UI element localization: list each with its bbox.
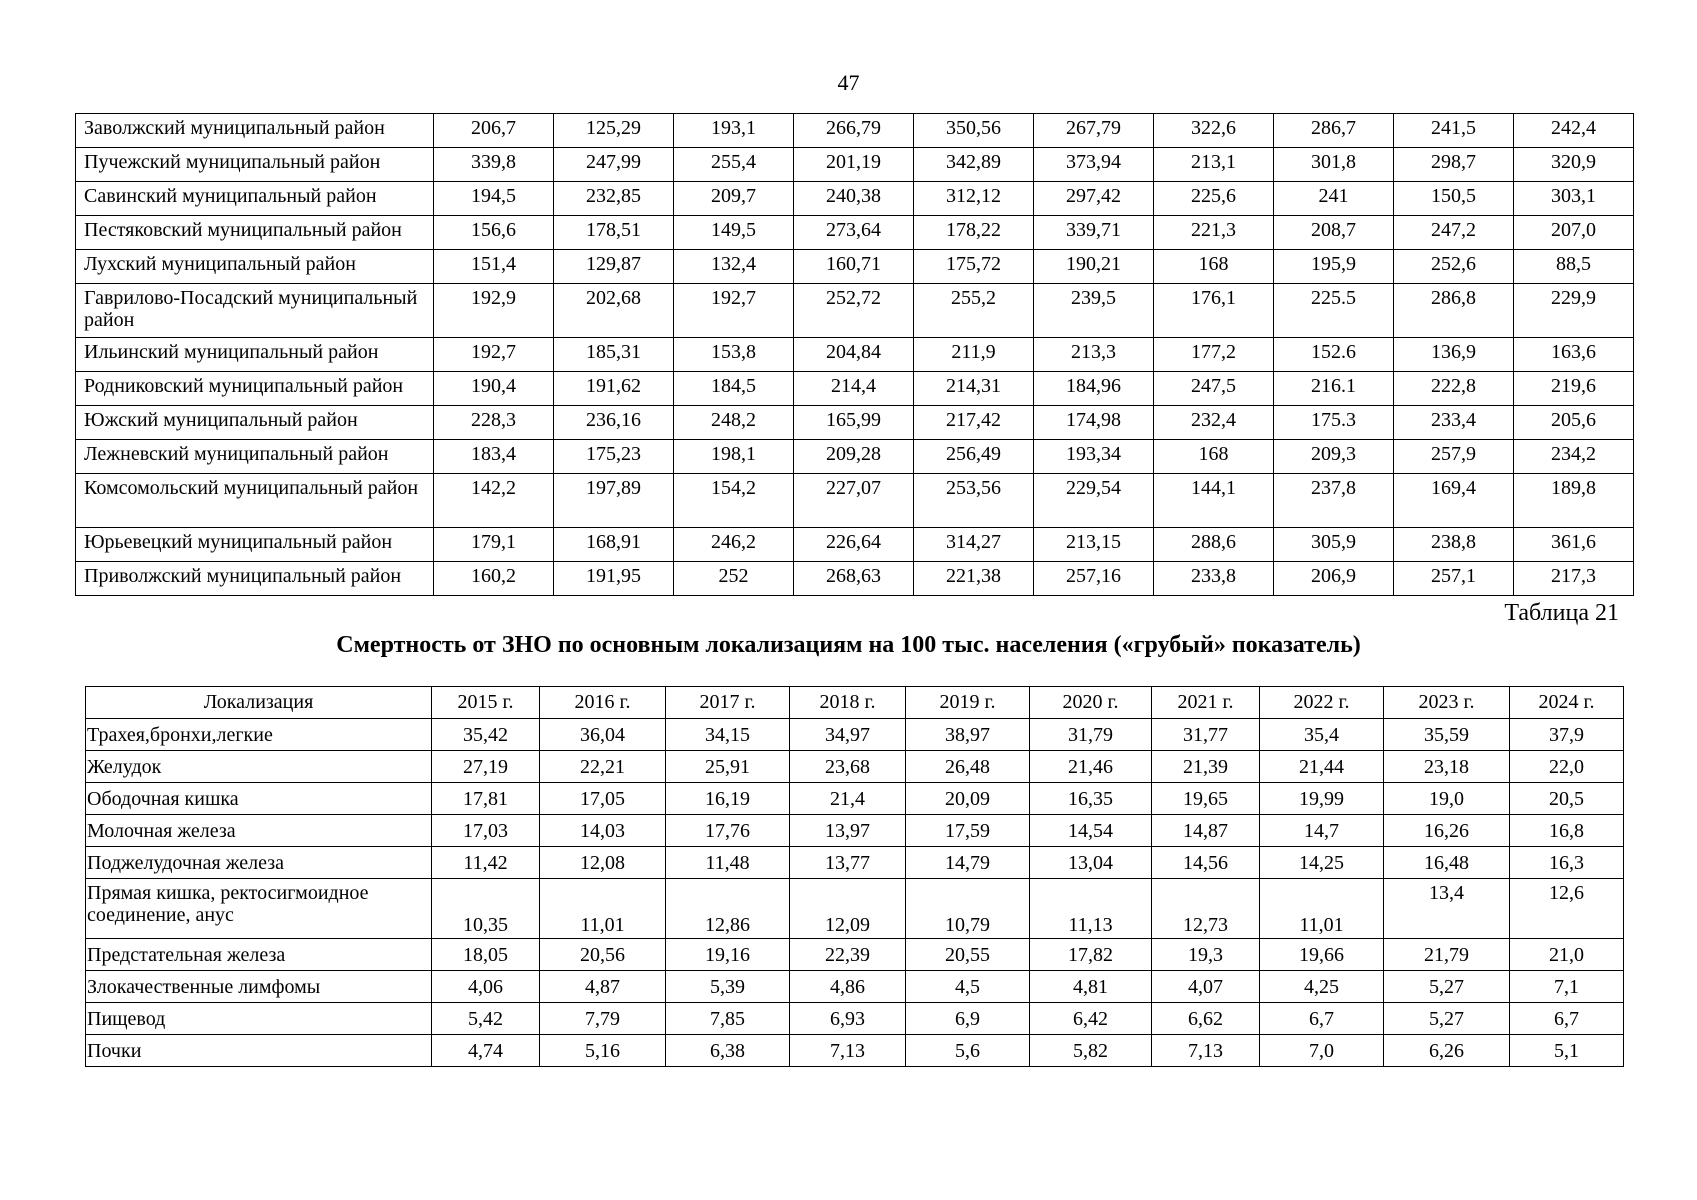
page-number: 47 <box>837 70 860 95</box>
value-cell: 5,1 <box>1510 1035 1624 1067</box>
value-cell: 229,9 <box>1514 284 1634 338</box>
table-row <box>76 338 1634 372</box>
value-cell: 150,5 <box>1394 182 1514 216</box>
value-cell: 31,77 <box>1152 719 1260 751</box>
value-cell: 239,5 <box>1034 284 1154 338</box>
value-cell: 241 <box>1274 182 1394 216</box>
district-name: Юрьевецкий муниципальный район <box>76 528 434 562</box>
value-cell: 221,3 <box>1154 216 1274 250</box>
value-cell: 21,79 <box>1384 939 1510 971</box>
value-cell: 225,6 <box>1154 182 1274 216</box>
value-cell: 222,8 <box>1394 372 1514 406</box>
localization-name: Пищевод <box>86 1003 432 1035</box>
table-row <box>76 216 1634 250</box>
value-cell: 247,99 <box>554 148 674 182</box>
value-cell: 189,8 <box>1514 474 1634 528</box>
value-cell: 7,13 <box>1152 1035 1260 1067</box>
value-cell: 177,2 <box>1154 338 1274 372</box>
value-cell: 156,6 <box>434 216 554 250</box>
value-cell: 193,34 <box>1034 440 1154 474</box>
value-cell: 23,18 <box>1384 751 1510 783</box>
value-cell: 6,7 <box>1260 1003 1384 1035</box>
table-row <box>86 971 1624 1003</box>
district-table <box>75 113 1634 596</box>
table-row <box>86 1003 1624 1035</box>
localization-name: Трахея,бронхи,легкие <box>86 719 432 751</box>
table-row <box>86 847 1624 879</box>
value-cell: 257,1 <box>1394 562 1514 596</box>
value-cell: 13,4 <box>1384 879 1510 939</box>
value-cell: 7,0 <box>1260 1035 1384 1067</box>
column-header: 2020 г. <box>1030 687 1152 719</box>
value-cell: 288,6 <box>1154 528 1274 562</box>
value-cell: 14,54 <box>1030 815 1152 847</box>
value-cell: 178,22 <box>914 216 1034 250</box>
value-cell: 17,05 <box>540 783 666 815</box>
value-cell: 191,62 <box>554 372 674 406</box>
localization-name: Поджелудочная железа <box>86 847 432 879</box>
value-cell: 286,7 <box>1274 114 1394 148</box>
value-cell: 4,25 <box>1260 971 1384 1003</box>
value-cell: 21,4 <box>790 783 906 815</box>
value-cell: 297,42 <box>1034 182 1154 216</box>
value-cell: 221,38 <box>914 562 1034 596</box>
value-cell: 4,81 <box>1030 971 1152 1003</box>
value-cell: 175,23 <box>554 440 674 474</box>
value-cell: 4,86 <box>790 971 906 1003</box>
value-cell: 207,0 <box>1514 216 1634 250</box>
value-cell: 17,76 <box>666 815 790 847</box>
value-cell: 240,38 <box>794 182 914 216</box>
value-cell: 168,91 <box>554 528 674 562</box>
value-cell: 12,86 <box>666 879 790 939</box>
value-cell: 21,0 <box>1510 939 1624 971</box>
value-cell: 236,16 <box>554 406 674 440</box>
value-cell: 11,01 <box>1260 879 1384 939</box>
value-cell: 6,38 <box>666 1035 790 1067</box>
value-cell: 247,2 <box>1394 216 1514 250</box>
table-row <box>76 474 1634 528</box>
value-cell: 26,48 <box>906 751 1030 783</box>
value-cell: 233,8 <box>1154 562 1274 596</box>
value-cell: 255,4 <box>674 148 794 182</box>
value-cell: 373,94 <box>1034 148 1154 182</box>
value-cell: 19,3 <box>1152 939 1260 971</box>
table-caption: Таблица 21 <box>1504 600 1619 626</box>
value-cell: 154,2 <box>674 474 794 528</box>
value-cell: 257,16 <box>1034 562 1154 596</box>
value-cell: 233,4 <box>1394 406 1514 440</box>
value-cell: 12,73 <box>1152 879 1260 939</box>
value-cell: 7,85 <box>666 1003 790 1035</box>
value-cell: 163,6 <box>1514 338 1634 372</box>
value-cell: 129,87 <box>554 250 674 284</box>
table-row <box>76 148 1634 182</box>
table-row <box>76 250 1634 284</box>
value-cell: 5,27 <box>1384 1003 1510 1035</box>
value-cell: 16,8 <box>1510 815 1624 847</box>
column-header: 2022 г. <box>1260 687 1384 719</box>
value-cell: 206,7 <box>434 114 554 148</box>
value-cell: 195,9 <box>1274 250 1394 284</box>
value-cell: 6,42 <box>1030 1003 1152 1035</box>
value-cell: 88,5 <box>1514 250 1634 284</box>
value-cell: 211,9 <box>914 338 1034 372</box>
value-cell: 305,9 <box>1274 528 1394 562</box>
table-row <box>76 562 1634 596</box>
value-cell: 183,4 <box>434 440 554 474</box>
value-cell: 178,51 <box>554 216 674 250</box>
column-header: 2023 г. <box>1384 687 1510 719</box>
district-name: Приволжский муниципальный район <box>76 562 434 596</box>
value-cell: 301,8 <box>1274 148 1394 182</box>
value-cell: 5,39 <box>666 971 790 1003</box>
value-cell: 6,62 <box>1152 1003 1260 1035</box>
column-header: 2015 г. <box>432 687 540 719</box>
value-cell: 192,9 <box>434 284 554 338</box>
column-header: 2021 г. <box>1152 687 1260 719</box>
value-cell: 179,1 <box>434 528 554 562</box>
value-cell: 6,93 <box>790 1003 906 1035</box>
district-name: Заволжский муниципальный район <box>76 114 434 148</box>
district-name: Лухский муниципальный район <box>76 250 434 284</box>
value-cell: 255,2 <box>914 284 1034 338</box>
value-cell: 228,3 <box>434 406 554 440</box>
value-cell: 246,2 <box>674 528 794 562</box>
value-cell: 213,1 <box>1154 148 1274 182</box>
column-header: 2018 г. <box>790 687 906 719</box>
value-cell: 160,2 <box>434 562 554 596</box>
value-cell: 241,5 <box>1394 114 1514 148</box>
value-cell: 225.5 <box>1274 284 1394 338</box>
value-cell: 339,8 <box>434 148 554 182</box>
value-cell: 4,87 <box>540 971 666 1003</box>
value-cell: 37,9 <box>1510 719 1624 751</box>
value-cell: 17,03 <box>432 815 540 847</box>
value-cell: 132,4 <box>674 250 794 284</box>
value-cell: 206,9 <box>1274 562 1394 596</box>
value-cell: 14,03 <box>540 815 666 847</box>
table-row <box>86 879 1624 939</box>
district-name: Южский муниципальный район <box>76 406 434 440</box>
value-cell: 125,29 <box>554 114 674 148</box>
value-cell: 242,4 <box>1514 114 1634 148</box>
localization-name: Ободочная кишка <box>86 783 432 815</box>
column-header: 2017 г. <box>666 687 790 719</box>
value-cell: 191,95 <box>554 562 674 596</box>
table-row <box>76 284 1634 338</box>
value-cell: 10,35 <box>432 879 540 939</box>
value-cell: 209,3 <box>1274 440 1394 474</box>
value-cell: 149,5 <box>674 216 794 250</box>
value-cell: 19,99 <box>1260 783 1384 815</box>
value-cell: 34,15 <box>666 719 790 751</box>
localization-name: Почки <box>86 1035 432 1067</box>
value-cell: 213,3 <box>1034 338 1154 372</box>
value-cell: 238,8 <box>1394 528 1514 562</box>
district-name: Родниковский муниципальный район <box>76 372 434 406</box>
value-cell: 16,35 <box>1030 783 1152 815</box>
value-cell: 14,25 <box>1260 847 1384 879</box>
value-cell: 198,1 <box>674 440 794 474</box>
value-cell: 339,71 <box>1034 216 1154 250</box>
table-row <box>76 114 1634 148</box>
value-cell: 298,7 <box>1394 148 1514 182</box>
value-cell: 253,56 <box>914 474 1034 528</box>
localization-name: Прямая кишка, ректосигмоидное соединение, анус <box>86 879 432 939</box>
value-cell: 193,1 <box>674 114 794 148</box>
table-title: Смертность от ЗНО по основным локализациям на 100 тыс. населения («грубый» показатель) <box>336 632 1361 658</box>
value-cell: 204,84 <box>794 338 914 372</box>
value-cell: 11,48 <box>666 847 790 879</box>
value-cell: 12,09 <box>790 879 906 939</box>
column-header: 2016 г. <box>540 687 666 719</box>
value-cell: 350,56 <box>914 114 1034 148</box>
value-cell: 11,01 <box>540 879 666 939</box>
value-cell: 234,2 <box>1514 440 1634 474</box>
table-row <box>76 528 1634 562</box>
table-row <box>86 719 1624 751</box>
table-row <box>86 1035 1624 1067</box>
value-cell: 27,19 <box>432 751 540 783</box>
value-cell: 185,31 <box>554 338 674 372</box>
value-cell: 21,46 <box>1030 751 1152 783</box>
table-row <box>86 783 1624 815</box>
value-cell: 22,21 <box>540 751 666 783</box>
value-cell: 136,9 <box>1394 338 1514 372</box>
value-cell: 5,6 <box>906 1035 1030 1067</box>
value-cell: 151,4 <box>434 250 554 284</box>
localization-name: Желудок <box>86 751 432 783</box>
table-row <box>76 182 1634 216</box>
value-cell: 7,79 <box>540 1003 666 1035</box>
table-row <box>86 751 1624 783</box>
value-cell: 168 <box>1154 440 1274 474</box>
table-row <box>76 406 1634 440</box>
value-cell: 314,27 <box>914 528 1034 562</box>
value-cell: 13,77 <box>790 847 906 879</box>
value-cell: 17,59 <box>906 815 1030 847</box>
value-cell: 252 <box>674 562 794 596</box>
value-cell: 22,0 <box>1510 751 1624 783</box>
value-cell: 16,26 <box>1384 815 1510 847</box>
value-cell: 214,4 <box>794 372 914 406</box>
value-cell: 232,4 <box>1154 406 1274 440</box>
value-cell: 36,04 <box>540 719 666 751</box>
value-cell: 12,08 <box>540 847 666 879</box>
value-cell: 197,89 <box>554 474 674 528</box>
value-cell: 266,79 <box>794 114 914 148</box>
value-cell: 17,82 <box>1030 939 1152 971</box>
value-cell: 320,9 <box>1514 148 1634 182</box>
value-cell: 21,39 <box>1152 751 1260 783</box>
value-cell: 20,09 <box>906 783 1030 815</box>
value-cell: 16,19 <box>666 783 790 815</box>
value-cell: 361,6 <box>1514 528 1634 562</box>
value-cell: 7,13 <box>790 1035 906 1067</box>
value-cell: 252,72 <box>794 284 914 338</box>
column-header: 2019 г. <box>906 687 1030 719</box>
value-cell: 5,82 <box>1030 1035 1152 1067</box>
value-cell: 13,04 <box>1030 847 1152 879</box>
value-cell: 11,13 <box>1030 879 1152 939</box>
value-cell: 16,48 <box>1384 847 1510 879</box>
value-cell: 174,98 <box>1034 406 1154 440</box>
value-cell: 12,6 <box>1510 879 1624 939</box>
value-cell: 169,4 <box>1394 474 1514 528</box>
value-cell: 19,0 <box>1384 783 1510 815</box>
value-cell: 176,1 <box>1154 284 1274 338</box>
value-cell: 273,64 <box>794 216 914 250</box>
district-name: Ильинский муниципальный район <box>76 338 434 372</box>
value-cell: 6,7 <box>1510 1003 1624 1035</box>
value-cell: 5,27 <box>1384 971 1510 1003</box>
value-cell: 14,56 <box>1152 847 1260 879</box>
value-cell: 152.6 <box>1274 338 1394 372</box>
value-cell: 202,68 <box>554 284 674 338</box>
value-cell: 209,7 <box>674 182 794 216</box>
district-name: Пестяковский муниципальный район <box>76 216 434 250</box>
table-row <box>76 372 1634 406</box>
value-cell: 252,6 <box>1394 250 1514 284</box>
value-cell: 227,07 <box>794 474 914 528</box>
value-cell: 153,8 <box>674 338 794 372</box>
value-cell: 226,64 <box>794 528 914 562</box>
value-cell: 4,5 <box>906 971 1030 1003</box>
district-name: Пучежский муниципальный район <box>76 148 434 182</box>
value-cell: 342,89 <box>914 148 1034 182</box>
value-cell: 192,7 <box>674 284 794 338</box>
district-name: Савинский муниципальный район <box>76 182 434 216</box>
value-cell: 20,5 <box>1510 783 1624 815</box>
value-cell: 20,55 <box>906 939 1030 971</box>
value-cell: 31,79 <box>1030 719 1152 751</box>
value-cell: 232,85 <box>554 182 674 216</box>
value-cell: 17,81 <box>432 783 540 815</box>
value-cell: 175.3 <box>1274 406 1394 440</box>
value-cell: 4,07 <box>1152 971 1260 1003</box>
value-cell: 205,6 <box>1514 406 1634 440</box>
value-cell: 35,4 <box>1260 719 1384 751</box>
value-cell: 14,87 <box>1152 815 1260 847</box>
value-cell: 144,1 <box>1154 474 1274 528</box>
value-cell: 303,1 <box>1514 182 1634 216</box>
table-row <box>76 440 1634 474</box>
column-header: 2024 г. <box>1510 687 1624 719</box>
value-cell: 19,65 <box>1152 783 1260 815</box>
value-cell: 6,9 <box>906 1003 1030 1035</box>
value-cell: 5,42 <box>432 1003 540 1035</box>
value-cell: 216.1 <box>1274 372 1394 406</box>
value-cell: 20,56 <box>540 939 666 971</box>
value-cell: 256,49 <box>914 440 1034 474</box>
localization-name: Молочная железа <box>86 815 432 847</box>
district-name: Гаврилово-Посадский муниципальный район <box>76 284 434 338</box>
value-cell: 34,97 <box>790 719 906 751</box>
value-cell: 7,1 <box>1510 971 1624 1003</box>
value-cell: 208,7 <box>1274 216 1394 250</box>
value-cell: 214,31 <box>914 372 1034 406</box>
value-cell: 38,97 <box>906 719 1030 751</box>
value-cell: 209,28 <box>794 440 914 474</box>
value-cell: 22,39 <box>790 939 906 971</box>
value-cell: 267,79 <box>1034 114 1154 148</box>
value-cell: 322,6 <box>1154 114 1274 148</box>
value-cell: 142,2 <box>434 474 554 528</box>
value-cell: 192,7 <box>434 338 554 372</box>
district-name: Лежневский муниципальный район <box>76 440 434 474</box>
value-cell: 217,3 <box>1514 562 1634 596</box>
value-cell: 312,12 <box>914 182 1034 216</box>
value-cell: 18,05 <box>432 939 540 971</box>
localization-name: Злокачественные лимфомы <box>86 971 432 1003</box>
column-header: Локализация <box>86 687 432 719</box>
value-cell: 4,74 <box>432 1035 540 1067</box>
value-cell: 19,66 <box>1260 939 1384 971</box>
value-cell: 10,79 <box>906 879 1030 939</box>
value-cell: 257,9 <box>1394 440 1514 474</box>
table-row <box>86 939 1624 971</box>
value-cell: 25,91 <box>666 751 790 783</box>
mortality-table <box>85 686 1624 1067</box>
value-cell: 23,68 <box>790 751 906 783</box>
value-cell: 201,19 <box>794 148 914 182</box>
value-cell: 5,16 <box>540 1035 666 1067</box>
district-name: Комсомольский муниципальный район <box>76 474 434 528</box>
value-cell: 35,42 <box>432 719 540 751</box>
value-cell: 165,99 <box>794 406 914 440</box>
value-cell: 213,15 <box>1034 528 1154 562</box>
value-cell: 229,54 <box>1034 474 1154 528</box>
value-cell: 35,59 <box>1384 719 1510 751</box>
value-cell: 286,8 <box>1394 284 1514 338</box>
value-cell: 190,4 <box>434 372 554 406</box>
value-cell: 6,26 <box>1384 1035 1510 1067</box>
value-cell: 19,16 <box>666 939 790 971</box>
value-cell: 268,63 <box>794 562 914 596</box>
value-cell: 248,2 <box>674 406 794 440</box>
value-cell: 184,96 <box>1034 372 1154 406</box>
value-cell: 11,42 <box>432 847 540 879</box>
value-cell: 219,6 <box>1514 372 1634 406</box>
value-cell: 184,5 <box>674 372 794 406</box>
value-cell: 247,5 <box>1154 372 1274 406</box>
value-cell: 13,97 <box>790 815 906 847</box>
value-cell: 160,71 <box>794 250 914 284</box>
table-row <box>86 815 1624 847</box>
value-cell: 194,5 <box>434 182 554 216</box>
value-cell: 4,06 <box>432 971 540 1003</box>
value-cell: 190,21 <box>1034 250 1154 284</box>
value-cell: 21,44 <box>1260 751 1384 783</box>
value-cell: 217,42 <box>914 406 1034 440</box>
value-cell: 175,72 <box>914 250 1034 284</box>
value-cell: 14,7 <box>1260 815 1384 847</box>
value-cell: 237,8 <box>1274 474 1394 528</box>
value-cell: 168 <box>1154 250 1274 284</box>
localization-name: Предстательная железа <box>86 939 432 971</box>
value-cell: 16,3 <box>1510 847 1624 879</box>
value-cell: 14,79 <box>906 847 1030 879</box>
